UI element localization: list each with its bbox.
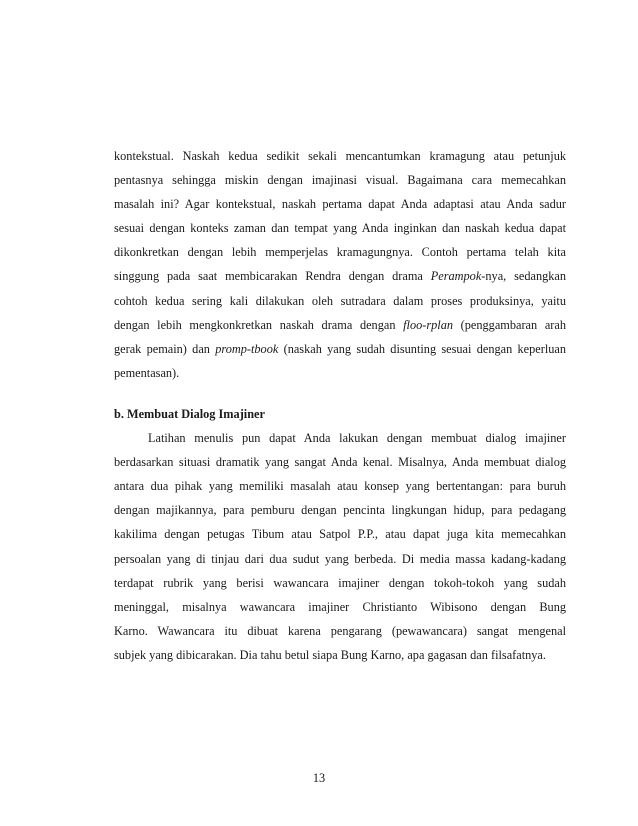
text-line (114, 313, 566, 337)
text-line: masalah ini? Agar kontekstual, naskah pertama dapat Anda adaptasi atau Anda sadur (114, 197, 566, 212)
italic-term-floorplan: floo-rplan (403, 317, 454, 332)
text-line: cohtoh kedua sering kali dilakukan oleh sutradara dalam proses produksinya, yaitu (114, 293, 566, 308)
text-line: dikonkretkan dengan lebih memperjelas kramagungnya. Contoh pertama telah kita (114, 245, 566, 260)
text-line (114, 264, 566, 288)
text-line: sesuai dengan konteks zaman dan tempat yang Anda inginkan dan naskah kedua dapat (114, 221, 566, 236)
text-line: kontekstual. Naskah kedua sedikit sekali mencantumkan kramagung atau petunjuk (114, 149, 566, 163)
text-line: pementasan). (114, 365, 180, 380)
text-line: pentasnya sehingga miskin dengan imajinasi visual. Bagaimana cara memecahkan (114, 173, 566, 188)
page-body (114, 144, 566, 667)
text-segment: (penggambaran arah (453, 317, 566, 332)
section-heading: b. Membuat Dialog Imajiner (114, 406, 265, 421)
text-line: subjek yang dibicarakan. Dia tahu betul siapa Bung Karno, apa gagasan dan filsafatnya. (114, 647, 546, 662)
paragraph-gap (114, 385, 566, 402)
text-line (114, 337, 566, 361)
page-number: 13 (312, 771, 326, 785)
italic-term-perampok: Perampok (430, 269, 482, 284)
text-segment: singgung pada saat membicarakan Rendra dengan drama (114, 269, 431, 284)
text-line: antara dua pihak yang memiliki masalah atau konsep yang bertentangan: para buruh (114, 479, 566, 494)
paragraph-continuation (114, 144, 566, 385)
text-segment: -nya, sedangkan (481, 269, 567, 284)
text-line: Latihan menulis pun dapat Anda lakukan dengan membuat dialog imajiner (148, 431, 566, 446)
italic-term-promptbook: promp-tbook (215, 341, 279, 356)
text-segment: dengan lebih mengkonkretkan naskah drama dengan (114, 317, 404, 332)
text-segment: (naskah yang sudah disunting sesuai dengan keperluan (278, 341, 567, 356)
text-line: Karno. Wawancara itu dibuat karena pengarang (pewawancara) sangat mengenal (114, 623, 566, 638)
text-segment: gerak pemain) dan (114, 341, 216, 356)
text-line: persoalan yang di tinjau dari dua sudut yang berbeda. Di media massa kadang-kadang (114, 551, 566, 566)
text-line: terdapat rubrik yang berisi wawancara imajiner dengan tokoh-tokoh yang sudah (114, 575, 566, 590)
text-line: kakilima dengan petugas Tibum atau Satpol P.P., atau dapat juga kita memecahkan (114, 527, 566, 542)
text-line: dengan majikannya, para pemburu dengan pencinta lingkungan hidup, para pedagang (114, 503, 566, 518)
text-line: meninggal, misalnya wawancara imajiner Christianto Wibisono dengan Bung (114, 599, 566, 614)
paragraph-dialog-imajiner (114, 426, 566, 667)
text-line: berdasarkan situasi dramatik yang sangat Anda kenal. Misalnya, Anda membuat dialog (114, 455, 566, 470)
